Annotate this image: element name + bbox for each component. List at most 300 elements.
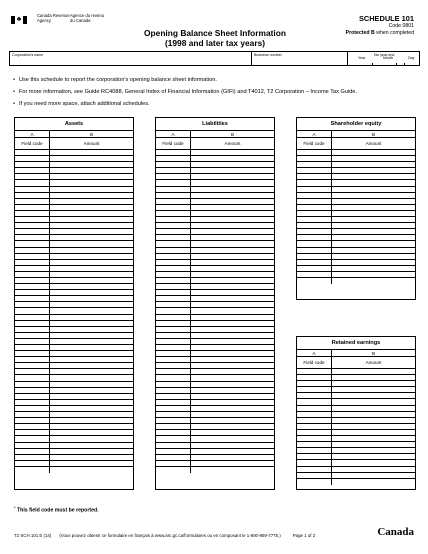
field-code-input[interactable] <box>297 272 332 277</box>
field-code-input[interactable] <box>15 345 50 350</box>
amount-input[interactable] <box>50 327 133 332</box>
field-code-input[interactable] <box>15 394 50 399</box>
amount-input[interactable] <box>50 199 133 204</box>
field-code-input[interactable] <box>156 174 191 179</box>
amount-input[interactable] <box>50 363 133 368</box>
field-code-input[interactable] <box>15 229 50 234</box>
field-code-input[interactable] <box>297 211 332 216</box>
amount-input[interactable] <box>332 260 415 265</box>
amount-input[interactable] <box>332 448 415 453</box>
field-code-input[interactable] <box>297 229 332 234</box>
field-code-input[interactable] <box>15 217 50 222</box>
amount-input[interactable] <box>50 382 133 387</box>
field-code-input[interactable] <box>297 248 332 253</box>
amount-input[interactable] <box>191 430 274 435</box>
field-code-input[interactable] <box>297 193 332 198</box>
amount-input[interactable] <box>332 254 415 259</box>
amount-input[interactable] <box>50 424 133 429</box>
field-code-input[interactable] <box>156 357 191 362</box>
field-code-input[interactable] <box>15 443 50 448</box>
amount-input[interactable] <box>191 412 274 417</box>
amount-input[interactable] <box>332 473 415 478</box>
amount-input[interactable] <box>191 302 274 307</box>
field-code-input[interactable] <box>156 308 191 313</box>
amount-input[interactable] <box>191 272 274 277</box>
amount-input[interactable] <box>191 229 274 234</box>
field-code-input[interactable] <box>297 205 332 210</box>
amount-input[interactable] <box>191 375 274 380</box>
field-code-input[interactable] <box>15 424 50 429</box>
amount-input[interactable] <box>50 162 133 167</box>
field-code-input[interactable] <box>297 473 332 478</box>
amount-input[interactable] <box>191 418 274 423</box>
amount-input[interactable] <box>50 211 133 216</box>
field-code-input[interactable] <box>156 406 191 411</box>
amount-input[interactable] <box>50 412 133 417</box>
field-code-input[interactable] <box>156 418 191 423</box>
amount-input[interactable] <box>50 418 133 423</box>
amount-input[interactable] <box>50 315 133 320</box>
field-code-input[interactable] <box>15 284 50 289</box>
field-code-input[interactable] <box>15 241 50 246</box>
field-code-input[interactable] <box>156 315 191 320</box>
amount-input[interactable] <box>332 223 415 228</box>
amount-input[interactable] <box>332 168 415 173</box>
amount-input[interactable] <box>50 369 133 374</box>
field-code-input[interactable] <box>156 168 191 173</box>
amount-input[interactable] <box>191 357 274 362</box>
field-code-input[interactable] <box>297 381 332 386</box>
amount-input[interactable] <box>191 223 274 228</box>
amount-input[interactable] <box>50 180 133 185</box>
field-code-input[interactable] <box>15 290 50 295</box>
field-code-input[interactable] <box>297 168 332 173</box>
field-code-input[interactable] <box>156 449 191 454</box>
field-code-input[interactable] <box>15 223 50 228</box>
field-code-input[interactable] <box>15 248 50 253</box>
field-code-input[interactable] <box>156 223 191 228</box>
amount-input[interactable] <box>332 174 415 179</box>
amount-input[interactable] <box>191 217 274 222</box>
corporation-name-field[interactable]: Corporation's name <box>10 52 252 66</box>
amount-input[interactable] <box>191 363 274 368</box>
amount-input[interactable] <box>332 205 415 210</box>
field-code-input[interactable] <box>156 248 191 253</box>
field-code-input[interactable] <box>297 393 332 398</box>
amount-input[interactable] <box>332 217 415 222</box>
field-code-input[interactable] <box>297 454 332 459</box>
amount-input[interactable] <box>191 241 274 246</box>
field-code-input[interactable] <box>15 168 50 173</box>
amount-input[interactable] <box>332 241 415 246</box>
field-code-input[interactable] <box>297 406 332 411</box>
amount-input[interactable] <box>191 150 274 155</box>
field-code-input[interactable] <box>156 424 191 429</box>
field-code-input[interactable] <box>297 424 332 429</box>
field-code-input[interactable] <box>15 150 50 155</box>
field-code-input[interactable] <box>15 436 50 441</box>
amount-input[interactable] <box>191 394 274 399</box>
field-code-input[interactable] <box>15 205 50 210</box>
field-code-input[interactable] <box>156 321 191 326</box>
amount-input[interactable] <box>50 461 133 466</box>
field-code-input[interactable] <box>156 235 191 240</box>
field-code-input[interactable] <box>156 290 191 295</box>
field-code-input[interactable] <box>15 235 50 240</box>
amount-input[interactable] <box>191 187 274 192</box>
field-code-input[interactable] <box>156 467 191 473</box>
amount-input[interactable] <box>332 436 415 441</box>
amount-input[interactable] <box>332 387 415 392</box>
field-code-input[interactable] <box>15 327 50 332</box>
field-code-input[interactable] <box>156 278 191 283</box>
field-code-input[interactable] <box>297 187 332 192</box>
amount-input[interactable] <box>332 369 415 374</box>
field-code-input[interactable] <box>15 187 50 192</box>
field-code-input[interactable] <box>15 430 50 435</box>
amount-input[interactable] <box>50 187 133 192</box>
field-code-input[interactable] <box>156 351 191 356</box>
amount-input[interactable] <box>191 174 274 179</box>
field-code-input[interactable] <box>297 180 332 185</box>
amount-input[interactable] <box>332 406 415 411</box>
field-code-input[interactable] <box>15 211 50 216</box>
field-code-input[interactable] <box>15 260 50 265</box>
amount-input[interactable] <box>50 308 133 313</box>
amount-input[interactable] <box>191 211 274 216</box>
amount-input[interactable] <box>50 351 133 356</box>
field-code-input[interactable] <box>156 180 191 185</box>
amount-input[interactable] <box>191 321 274 326</box>
field-code-input[interactable] <box>156 162 191 167</box>
field-code-input[interactable] <box>156 375 191 380</box>
field-code-input[interactable] <box>156 327 191 332</box>
field-code-input[interactable] <box>156 382 191 387</box>
amount-input[interactable] <box>332 156 415 161</box>
amount-input[interactable] <box>50 321 133 326</box>
field-code-input[interactable] <box>15 388 50 393</box>
amount-input[interactable] <box>50 467 133 473</box>
amount-input[interactable] <box>191 260 274 265</box>
amount-input[interactable] <box>191 400 274 405</box>
tax-year-end-field[interactable]: Tax year-end Year Month Day <box>358 53 415 60</box>
amount-input[interactable] <box>332 381 415 386</box>
field-code-input[interactable] <box>156 461 191 466</box>
field-code-input[interactable] <box>15 180 50 185</box>
amount-input[interactable] <box>332 162 415 167</box>
field-code-input[interactable] <box>297 235 332 240</box>
field-code-input[interactable] <box>15 254 50 259</box>
field-code-input[interactable] <box>297 223 332 228</box>
field-code-input[interactable] <box>297 436 332 441</box>
amount-input[interactable] <box>332 229 415 234</box>
amount-input[interactable] <box>191 467 274 473</box>
amount-input[interactable] <box>50 174 133 179</box>
field-code-input[interactable] <box>156 369 191 374</box>
amount-input[interactable] <box>50 302 133 307</box>
amount-input[interactable] <box>191 162 274 167</box>
field-code-input[interactable] <box>156 400 191 405</box>
amount-input[interactable] <box>50 193 133 198</box>
field-code-input[interactable] <box>297 278 332 284</box>
amount-input[interactable] <box>332 467 415 472</box>
field-code-input[interactable] <box>297 260 332 265</box>
retained-earnings-title: Retained earnings <box>297 337 415 350</box>
field-code-input[interactable] <box>15 369 50 374</box>
amount-input[interactable] <box>191 436 274 441</box>
field-code-input[interactable] <box>156 302 191 307</box>
field-code-input[interactable] <box>15 418 50 423</box>
amount-input[interactable] <box>50 156 133 161</box>
amount-input[interactable] <box>191 199 274 204</box>
amount-input[interactable] <box>50 150 133 155</box>
amount-input[interactable] <box>191 382 274 387</box>
amount-input[interactable] <box>191 290 274 295</box>
field-code-input[interactable] <box>297 430 332 435</box>
amount-input[interactable] <box>191 369 274 374</box>
field-code-input[interactable] <box>15 455 50 460</box>
amount-input[interactable] <box>191 443 274 448</box>
field-code-input[interactable] <box>156 211 191 216</box>
schedule-number: SCHEDULE 101 <box>358 14 414 23</box>
amount-input[interactable] <box>191 327 274 332</box>
amount-input[interactable] <box>332 180 415 185</box>
amount-input[interactable] <box>191 205 274 210</box>
amount-input[interactable] <box>191 339 274 344</box>
field-code-input[interactable] <box>156 217 191 222</box>
field-code-input[interactable] <box>15 174 50 179</box>
field-code-input[interactable] <box>156 430 191 435</box>
field-code-input[interactable] <box>15 357 50 362</box>
field-code-input[interactable] <box>297 199 332 204</box>
field-code-input[interactable] <box>15 296 50 301</box>
field-code-input[interactable] <box>156 394 191 399</box>
field-code-input[interactable] <box>15 302 50 307</box>
amount-input[interactable] <box>332 235 415 240</box>
field-code-input[interactable] <box>156 199 191 204</box>
amount-input[interactable] <box>50 455 133 460</box>
field-code-input[interactable] <box>297 162 332 167</box>
field-code-input[interactable] <box>15 156 50 161</box>
amount-input[interactable] <box>50 168 133 173</box>
amount-input[interactable] <box>191 278 274 283</box>
amount-input[interactable] <box>50 443 133 448</box>
field-code-input[interactable] <box>297 150 332 155</box>
amount-input[interactable] <box>50 296 133 301</box>
amount-input[interactable] <box>50 357 133 362</box>
field-code-input[interactable] <box>15 412 50 417</box>
amount-input[interactable] <box>50 449 133 454</box>
field-code-input[interactable] <box>156 443 191 448</box>
amount-input[interactable] <box>191 461 274 466</box>
field-code-input[interactable] <box>297 254 332 259</box>
field-code-input[interactable] <box>297 418 332 423</box>
field-code-input[interactable] <box>15 382 50 387</box>
amount-input[interactable] <box>50 345 133 350</box>
amount-input[interactable] <box>332 266 415 271</box>
field-code-input[interactable] <box>156 412 191 417</box>
field-code-input[interactable] <box>15 400 50 405</box>
field-code-input[interactable] <box>15 406 50 411</box>
field-code-input[interactable] <box>15 333 50 338</box>
amount-input[interactable] <box>332 248 415 253</box>
amount-input[interactable] <box>50 260 133 265</box>
amount-input[interactable] <box>332 211 415 216</box>
field-code-input[interactable] <box>156 339 191 344</box>
field-code-input[interactable] <box>15 351 50 356</box>
field-code-input[interactable] <box>15 467 50 473</box>
amount-input[interactable] <box>332 479 415 485</box>
amount-input[interactable] <box>332 393 415 398</box>
field-code-input[interactable] <box>156 229 191 234</box>
field-code-input[interactable] <box>15 339 50 344</box>
amount-input[interactable] <box>50 436 133 441</box>
amount-input[interactable] <box>50 217 133 222</box>
field-code-input[interactable] <box>297 156 332 161</box>
amount-input[interactable] <box>332 454 415 459</box>
field-code-input[interactable] <box>156 254 191 259</box>
field-code-input[interactable] <box>297 266 332 271</box>
amount-input[interactable] <box>332 272 415 277</box>
field-code-input[interactable] <box>15 308 50 313</box>
field-code-input[interactable] <box>15 193 50 198</box>
field-code-input[interactable] <box>156 187 191 192</box>
field-code-input[interactable] <box>297 174 332 179</box>
field-code-input[interactable] <box>297 387 332 392</box>
field-code-input[interactable] <box>156 272 191 277</box>
amount-input[interactable] <box>50 254 133 259</box>
field-code-input[interactable] <box>297 241 332 246</box>
field-code-input[interactable] <box>15 321 50 326</box>
amount-input[interactable] <box>50 290 133 295</box>
amount-input[interactable] <box>50 248 133 253</box>
field-code-input[interactable] <box>156 193 191 198</box>
field-code-input[interactable] <box>156 266 191 271</box>
business-number-field[interactable]: Business number <box>252 52 348 66</box>
amount-input[interactable] <box>191 284 274 289</box>
amount-input[interactable] <box>50 375 133 380</box>
amount-input[interactable] <box>191 424 274 429</box>
amount-input[interactable] <box>191 351 274 356</box>
field-code-input[interactable] <box>156 345 191 350</box>
amount-input[interactable] <box>50 339 133 344</box>
amount-input[interactable] <box>191 455 274 460</box>
field-code-input[interactable] <box>156 205 191 210</box>
field-code-input[interactable] <box>156 284 191 289</box>
field-code-input[interactable] <box>15 266 50 271</box>
amount-input[interactable] <box>191 248 274 253</box>
field-code-input[interactable] <box>297 369 332 374</box>
field-code-input[interactable] <box>297 460 332 465</box>
field-code-input[interactable] <box>15 461 50 466</box>
amount-input[interactable] <box>191 449 274 454</box>
amount-input[interactable] <box>332 418 415 423</box>
amount-input[interactable] <box>191 333 274 338</box>
field-code-input[interactable] <box>156 260 191 265</box>
amount-input[interactable] <box>50 235 133 240</box>
field-code-input[interactable] <box>297 479 332 485</box>
amount-input[interactable] <box>50 400 133 405</box>
amount-input[interactable] <box>191 266 274 271</box>
amount-input[interactable] <box>50 406 133 411</box>
amount-input[interactable] <box>50 241 133 246</box>
amount-input[interactable] <box>332 187 415 192</box>
amount-input[interactable] <box>332 412 415 417</box>
amount-input[interactable] <box>191 388 274 393</box>
amount-input[interactable] <box>50 284 133 289</box>
amount-input[interactable] <box>50 272 133 277</box>
amount-input[interactable] <box>332 430 415 435</box>
amount-input[interactable] <box>332 193 415 198</box>
field-code-input[interactable] <box>156 156 191 161</box>
field-code-input[interactable] <box>15 375 50 380</box>
amount-input[interactable] <box>332 278 415 284</box>
amount-input[interactable] <box>332 375 415 380</box>
amount-input[interactable] <box>191 296 274 301</box>
amount-input[interactable] <box>191 406 274 411</box>
amount-input[interactable] <box>191 168 274 173</box>
field-code-input[interactable] <box>15 278 50 283</box>
amount-input[interactable] <box>332 460 415 465</box>
field-code-input[interactable] <box>297 442 332 447</box>
field-code-input[interactable] <box>297 467 332 472</box>
amount-input[interactable] <box>50 394 133 399</box>
amount-input[interactable] <box>191 235 274 240</box>
amount-input[interactable] <box>332 442 415 447</box>
field-code-input[interactable] <box>15 449 50 454</box>
field-code-input[interactable] <box>156 333 191 338</box>
amount-input[interactable] <box>332 424 415 429</box>
field-code-input[interactable] <box>297 399 332 404</box>
field-code-input[interactable] <box>156 436 191 441</box>
amount-input[interactable] <box>332 150 415 155</box>
field-code-input[interactable] <box>297 217 332 222</box>
amount-input[interactable] <box>191 193 274 198</box>
amount-input[interactable] <box>191 254 274 259</box>
amount-input[interactable] <box>50 205 133 210</box>
amount-input[interactable] <box>50 430 133 435</box>
field-code-input[interactable] <box>156 455 191 460</box>
field-code-input[interactable] <box>297 448 332 453</box>
amount-input[interactable] <box>191 308 274 313</box>
field-code-input[interactable] <box>15 199 50 204</box>
amount-input[interactable] <box>332 399 415 404</box>
field-code-input[interactable] <box>156 150 191 155</box>
field-code-input[interactable] <box>156 241 191 246</box>
field-code-input[interactable] <box>156 296 191 301</box>
field-code-input[interactable] <box>15 363 50 368</box>
amount-input[interactable] <box>191 180 274 185</box>
amount-input[interactable] <box>191 156 274 161</box>
field-code-input[interactable] <box>15 272 50 277</box>
field-code-input[interactable] <box>297 375 332 380</box>
field-code-input[interactable] <box>156 388 191 393</box>
amount-input[interactable] <box>50 333 133 338</box>
amount-input[interactable] <box>332 199 415 204</box>
amount-input[interactable] <box>50 229 133 234</box>
amount-input[interactable] <box>50 278 133 283</box>
amount-input[interactable] <box>191 315 274 320</box>
amount-input[interactable] <box>50 266 133 271</box>
amount-input[interactable] <box>191 345 274 350</box>
field-code-input[interactable] <box>15 315 50 320</box>
field-code-input[interactable] <box>156 363 191 368</box>
instruction-item: • For more information, see Guide RC4088, General Index of Financial Information (GIFI) and T4012, T2 Corporation – Income Tax Guide. <box>13 86 357 98</box>
field-code-input[interactable] <box>297 412 332 417</box>
field-code-input[interactable] <box>15 162 50 167</box>
amount-input[interactable] <box>50 223 133 228</box>
amount-input[interactable] <box>50 388 133 393</box>
